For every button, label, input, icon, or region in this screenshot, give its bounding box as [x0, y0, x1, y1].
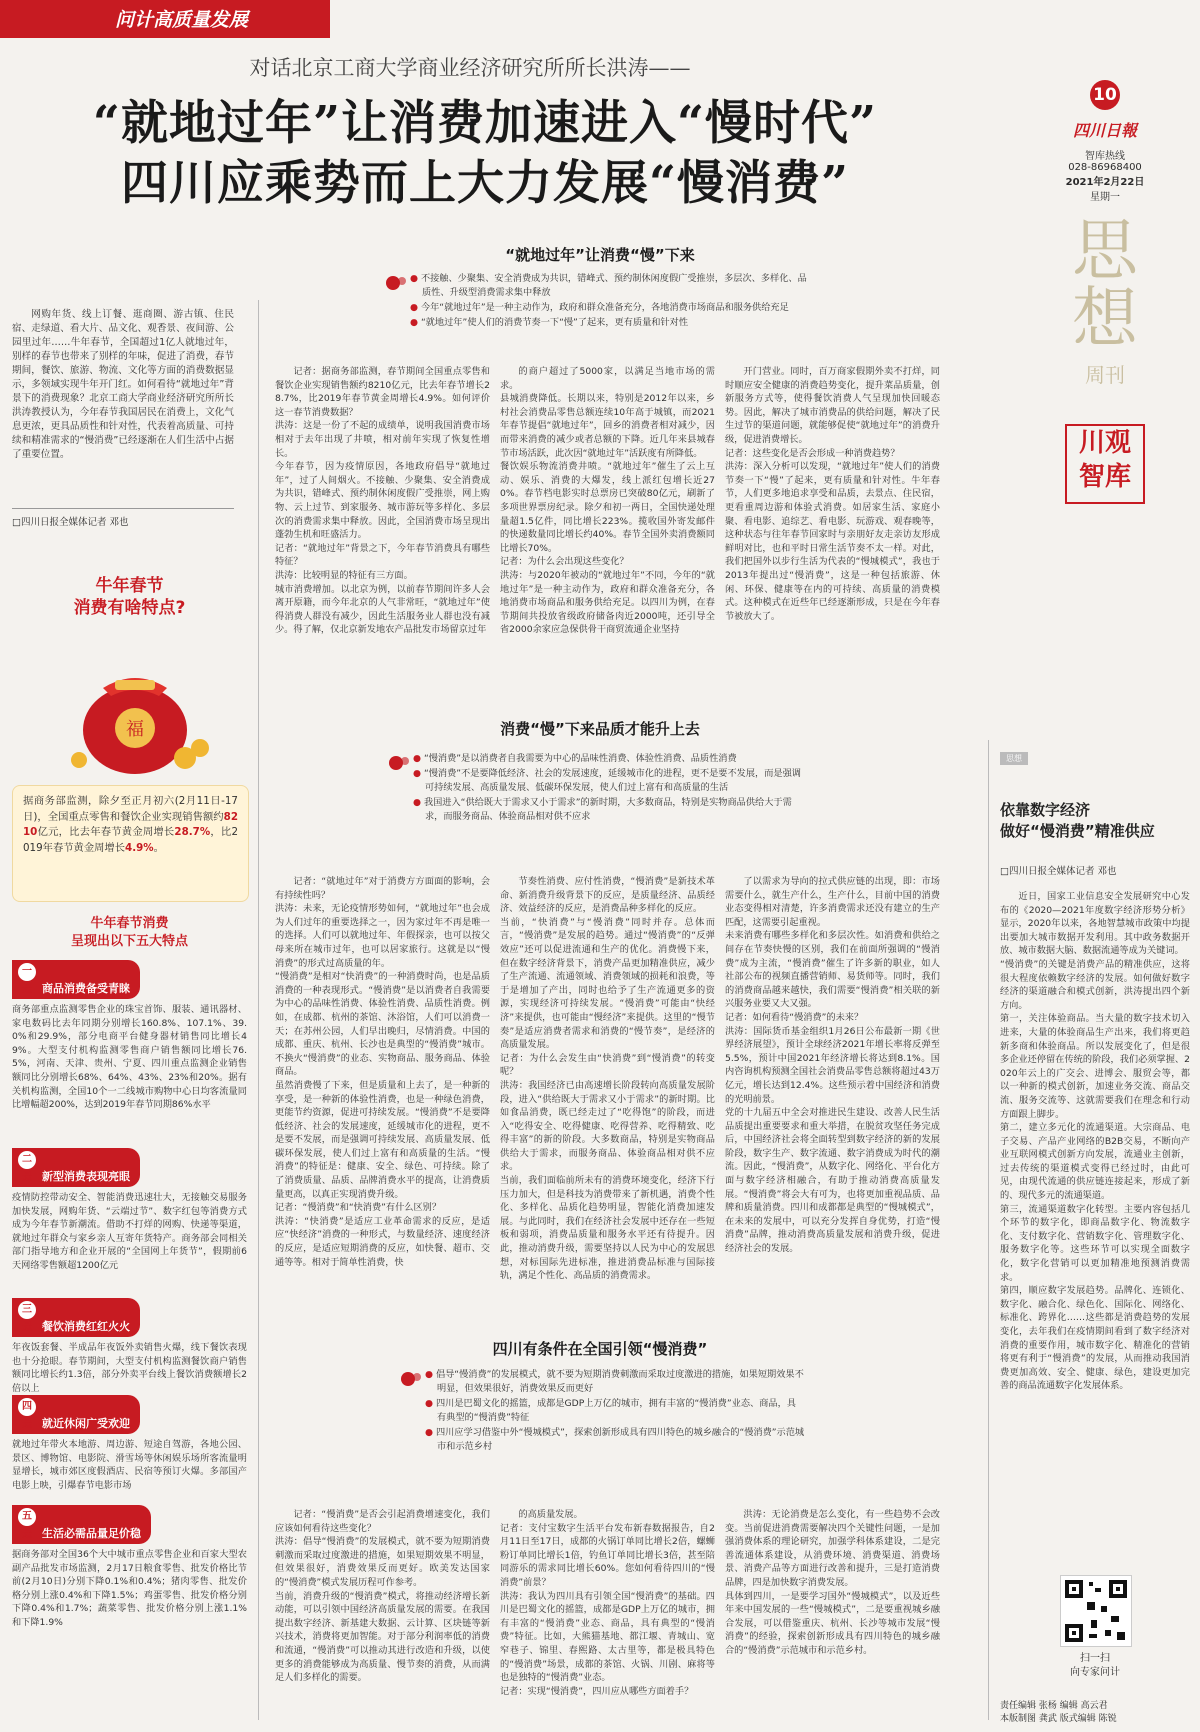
five-features-title [12, 915, 247, 951]
feature-num-5: 五是 [18, 1508, 36, 1526]
section-3-bullet: ● 四川是巴蜀文化的摇篮，成都是GDP上万亿的城市，拥有丰富的“慢消费”业态、商品，具有典型的“慢消费”特征 [425, 1397, 805, 1425]
section-2-bullets [413, 752, 803, 825]
feature-tag-4 [12, 1395, 140, 1434]
section-2-col-3-text: 了以需求为导向的拉式供应链的出现，即：市场需要什么，就生产什么，生产什么，目前中国的消费业态变得相对清楚，许多消费需求还没有建立的生产匹配，这需要引起重视。 未来消费有哪些多样化和多层次性。如消费和供给之间存在节奏快慢的区别，我们在前面所强调的“慢消费”成为主流，“慢消费”催生了许多新的职业，如人社部公布的视频直播营销师、易货师等。同时，我们的消费商品越来越快，我们需要“慢消费”相关联的新兴服务业要又大又强。 记者：如何看待“慢消费”的未来？ 洪涛：国际货币基金组织1月26日公布最新一期《世界经济展望》，预计全球经济2021年增长率将反弹至5.5%，预计中国2021年经济增长将达到8.1%。国内咨询机构预测全国社会消费品零售总额将超过43万亿元，增长达到12.4%。这些预示着中国经济和消费的光明前景。 党的十九届五中全会对推进民生建设、改善人民生活品质提出重要要求和重大举措，在脱贫攻坚任务完成后，中国经济社会将全面转型到数字经济的新的发展阶段，数字生产、数字流通、数字消费成为时代的潮流。因此，“慢消费”，从数字化、网络化、平台化方面与数字经济相融合，有助于推动消费高质量发展。“慢消费”将会大有可为，也将更加重视品质、品牌和质量消费。四川和成都都是典型的“慢城模式”，在未来的发展中，可以充分发挥自身优势，打造“慢消费”品牌，推动消费高质量发展和消费升级，促进经济社会的发展。 [725, 876, 940, 1255]
feature-tag-1 [12, 960, 140, 999]
column-badge-line-1: 川观 [1078, 428, 1131, 458]
right-article-byline: □四川日报全媒体记者 邓也 [1000, 866, 1117, 877]
section-1-col-1-text: 记者：据商务部监测，春节期间全国重点零售和餐饮企业实现销售额约8210亿元，比去年春节增长28.7%，比2019年春节黄金周增长4.9%。如何评价这一春节消费数据？ 洪涛：这是一份了不起的成绩单，说明我国消费市场相对于去年出现了井喷，相对前年实现了恢复性增长。 今年春节，因为疫情原因，各地政府倡导“就地过年”，过了人间烟火。不接触、少聚集、安全消费成为共识，错峰式、预约制休闲度假广受推崇，网上购物、云上过节、到家服务、城市游玩等多样化、多层次的消费需求集中释放。因此，全国消费市场呈现出蓬勃生机和旺盛活力。 记者：“就地过年”背景之下，今年春节消费具有哪些特征？ 洪涛：比较明显的特征有三方面。 城市消费增加。以北京为例，以前春节期间许多人会离开原籍，而今年北京的人气非常旺，“就地过年”使得消费人群没有减少，因此生活服务业人群也没有减少。得了解，仅北京新发地农产品批发市场留京过年 [275, 366, 490, 636]
section-1-col-3-text: 开门营业。同时，百万商家假期外卖不打烊，同时顺应安全健康的消费趋势变化，提升菜品质量，创新服务方式等，使得餐饮消费人气呈现加快回暖态势。因此，解决了城市消费品的供给问题，解决了民生过节的渠道问题，就能够促使“就地过年”的消费升级，促进消费增长。 记者：这些变化是否会形成一种消费趋势？ 洪涛：深入分析可以发现，“就地过年”使人们的消费节奏一下“慢”了起来，更有质量和针对性。牛年春节，人们更多地追求享受和品质，去景点、住民宿，更看重周边游和体验式消费。如居家生活、家庭小聚、看电影、追综艺、看电影、玩游戏、观春晚等，这种状态与往年春节回家时与亲朋好友走亲访友形成鲜明对比，也和平时日常生活节奏不太一样。对此，我们把国外以步行生活为代表的“慢城模式”，我也于2013年提出过“慢消费”，这是一种包括旅游、休闲、环保、健康等在内的可持续、高质量的消费模式。这种模式在近些年已经逐渐形成，只是在今年春节被放大了。 [725, 366, 940, 622]
section-1-column-2 [500, 365, 715, 670]
weekly-char-1: 思 [1072, 212, 1138, 289]
section-3-column-1 [275, 1508, 490, 1726]
feature-text-4: 就地过年带火本地游、周边游、短途自驾游，各地公园、景区、博物馆、电影院、滑雪场等休闲娱乐场所客流量明显增长，城市郊区度假酒店、民宿等预订火爆。多部国产电影上映，引爆春节电影市场 [12, 1439, 247, 1491]
feature-num-1: 一是 [18, 963, 36, 981]
feature-item-1 [12, 960, 247, 1112]
intro-rule [12, 508, 234, 509]
sidebar-title-line-1: 牛年春节 [95, 576, 164, 596]
section-3-col-3-text: 洪涛：无论消费是怎么变化，有一些趋势不会改变。当前促进消费需要解决四个关键性问题，一是加强消费体系的理论研究，加强学科体系建设，二是完善流通体系建设，从消费环境、消费渠道、消费场景、消费产品等方面进行改善和提升，三是打造消费品牌，四是加快数字消费发展。 具体到四川，一是要学习国外“慢城模式”，以及近些年来中国发展的一些“慢城模式”，二是要重视城乡融合发展，可以借鉴重庆、杭州、长沙等城市发展“慢消费”的经验，探索创新形成具有四川特色的城乡融合的“慢消费”示范城市和示范乡村。 [725, 1509, 940, 1656]
section-2-quote-icon [388, 752, 410, 774]
column-badge [1065, 424, 1145, 504]
section-3-col-2-text: 的高质量发展。 记者：支付宝数字生活平台发布新春数据报告，自2月11日至17日，成都的火锅订单同比增长2倍，螺蛳粉订单同比增长1倍，钓鱼订单同比增长3倍，甚至陪同游乐的需求同比增长60%。您如何看待四川的“慢消费”前景？ 洪涛：我认为四川具有引领全国“慢消费”的基础。四川是巴蜀文化的摇篮，成都是GDP上万亿的城市，拥有丰富的“慢消费”业态、商品，具有典型的“慢消费”特征。比如，大熊猫基地、都江堰、青城山、宽窄巷子、锦里、春熙路、太古里等，都是极具特色的“慢消费”场景，成都的茶馆、火锅、川剧、麻将等也是独特的“慢消费”业态。 记者：实现“慢消费”，四川应从哪些方面着手？ [500, 1509, 715, 1697]
credits-line-2: 本版制图 龚武 版式编辑 陈锐 [1000, 1714, 1117, 1724]
feature-text-3: 年夜饭套餐、半成品年夜饭外卖销售火爆，线下餐饮表现也十分抢眼。春节期间，大型支付机构监测餐饮商户销售额同比增长约1.3倍，部分外卖平台线上餐饮消费额增长2倍以上 [12, 1342, 247, 1394]
feature-num-4: 四是 [18, 1398, 36, 1416]
section-2-col-1-text: 记者：“就地过年”对于消费方方面面的影响，会有持续性吗？ 洪涛：未来，无论疫情形势如何，“就地过年”也会成为人们过年的重要选择之一，因为家过年不再是唯一的选择。人们可以就地过年、年假探亲，也可以按父母来所在城市过年，也可以居家旅行。这就是以“慢消费”的形式过高质量的年。 “慢消费”是相对“快消费”的一种消费时尚，也是品质消费的一种表现形式。“慢消费”是以消费者自我需要为中心的品味性消费、体验性消费、品质性消费。例如，在成都、杭州的茶馆、沐浴馆，人们可以消费一天；在苏州公园，人们早出晚归，尽情消费。中国的成都、重庆、杭州、长沙也是典型的“慢消费”城市。不换火“慢消费”的业态、实物商品、服务商品、体验商品。 虽然消费慢了下来，但是质量和上去了，是一种新的享受，是一种新的体验性消费，也是一种绿色消费，更能节约资源，促进可持续发展。“慢消费”不是要降低经济、社会的发展速度，延缓城市化的进程，更不是要不发展，而是强调可持续发展、高质量发展、低碳环保发展，使人们过上富有和高质量的生活。“慢消费”的特征是：健康、安全、绿色、可持续。除了了消费质量、品质、品牌消费水平的提高，让消费质量更高，以真正实现消费升级。 记者：“慢消费”和“快消费”有什么区别？ 洪涛：“快消费”是适应工业革命需求的反应，是适应“快经济”消费的一种形式，与数量经济、速度经济的反应，是适应短期消费的反应，如快餐、超市、交通等等。相对于简单性消费，快 [275, 876, 490, 1268]
qr-caption-line-1: 扫一扫 [1080, 1653, 1110, 1664]
qr-caption [1040, 1652, 1150, 1680]
headline-line-1: “就地过年”让消费加速进入“慢时代” [92, 96, 878, 151]
weekly-label: 周刊 [1085, 363, 1125, 387]
section-1-column-1 [275, 365, 490, 670]
sidebar-stats-text: 据商务部监测，除夕至正月初六(2月11日-17日)，全国重点零售和餐饮企业实现销售额约8210亿元，比去年春节黄金周增长28.7%，比2019年春节黄金周增长4.9%。 [23, 795, 238, 854]
intro-text [12, 308, 234, 464]
section-2-column-2 [500, 875, 715, 1315]
section-3-quote-icon [400, 1368, 422, 1390]
section-3-bullet: ● 四川应学习借鉴中外“慢城模式”，探索创新形成具有四川特色的城乡融合的“慢消费”示范城市和示范乡村 [425, 1426, 805, 1454]
intro-byline: □四川日报全媒体记者 邓也 [12, 517, 129, 528]
section-1-bullet: ● “就地过年”使人们的消费节奏一下“慢”了起来，更有质量和针对性 [410, 316, 810, 330]
five-features-title-line-2: 呈现出以下五大特点 [70, 934, 188, 949]
feature-item-2 [12, 1148, 247, 1273]
lucky-bag-illustration [55, 630, 215, 780]
hotline-label: 智库热线 [1085, 151, 1125, 162]
headline-line-2: 四川应乘势而上大力发展“慢消费” [120, 156, 850, 211]
right-article-title-line-2: 做好“慢消费”精准供应 [1000, 822, 1155, 840]
section-1-bullet: ● 今年“就地过年”是一种主动作为，政府和群众准备充分，各地消费市场商品和服务供给充足 [410, 301, 810, 315]
section-2-column-3 [725, 875, 940, 1315]
section-1-title: “就地过年”让消费“慢”下来 [505, 246, 695, 264]
masthead [1030, 80, 1180, 504]
section-2-bullet: ● “慢消费”不是要降低经济、社会的发展速度，延缓城市化的进程，更不是要不发展，而是强调可持续发展、高质量发展、低碳环保发展，使人们过上富有和高质量的生活 [413, 767, 803, 795]
section-3-column-3 [725, 1508, 940, 1726]
left-column-separator [258, 300, 259, 1720]
feature-label-1: 商品消费备受青睐 [42, 982, 130, 995]
feature-tag-3 [12, 1298, 140, 1337]
qr-code[interactable] [1060, 1575, 1132, 1647]
section-3-col-1-text: 记者：“慢消费”是否会引起消费增速变化，我们应该如何看待这些变化？ 洪涛：倡导“慢消费”的发展模式，就不要为短期消费刺激而采取过度激进的措施，如果短期效果不明显，但效果很好，消费效果反而更好。欧美发达国家的“慢消费”模式发展历程可作参考。 当前，消费升级的“慢消费”模式，将推动经济增长新动能，可以引领中国经济高质量发展的需要。在我国提出数字经济、新基建大数据、云计算、区块链等新兴技术，消费将更加智能。对于部分利润率低的消费和流通，“慢消费”可以推动其进行改造和升级，以使更多的消费能够成为高质量、慢节奏的消费，从而满足人们多样化的需要。 [275, 1509, 490, 1684]
feature-tag-2 [12, 1148, 140, 1187]
right-column-separator [988, 740, 989, 1720]
sidebar-title-line-2: 消费有啥特点? [73, 598, 186, 618]
feature-item-5 [12, 1505, 247, 1630]
section-1-quote-icon [385, 272, 407, 294]
intro-paragraph: 网购年货、线上订餐、逛商圈、游古镇、住民宿、走绿道、看大片、品文化、观香景、夜间游、公园里过年……牛年春节，全国超过1亿人就地过年，别样的春节也带来了别样的年味，促进了消费，春节期间，餐饮、旅游、物流、文化等方面的消费数据显示，多领域实现牛年开门红。如何看待“就地过年”背景下的消费现象？北京工商大学商业经济研究所所长洪涛教授认为，今年春节我国居民在消费上，文化气息更浓，更具品质性和针对性，代表着高质量、可持续和精准需求的“慢消费”已经逐渐在人们生活中占据了重要位置。 [12, 309, 234, 460]
kicker: 对话北京工商大学商业经济研究所所长洪涛—— [249, 56, 691, 80]
five-features-title-line-1: 牛年春节消费 [90, 916, 169, 931]
credits [1000, 1700, 1195, 1726]
section-1-bullets [410, 272, 810, 331]
feature-tag-5 [12, 1505, 151, 1544]
sidebar-stats-box [12, 785, 249, 902]
issue-date: 2021年2月22日 [1065, 177, 1145, 188]
feature-label-4: 就近休闲广受欢迎 [42, 1417, 130, 1430]
feature-item-3 [12, 1298, 247, 1395]
qr-caption-line-2: 向专家问计 [1070, 1667, 1120, 1678]
section-1-column-3 [725, 365, 940, 670]
issue-weekday: 星期一 [1090, 192, 1120, 203]
weekly-char-2: 想 [1072, 280, 1138, 357]
credits-line-1: 责任编辑 张杨 编辑 高云君 [1000, 1701, 1108, 1711]
page-number-badge: 10 [1090, 80, 1120, 110]
section-2-col-2-text: 节奏性消费、应付性消费，“慢消费”是新技术革命、新消费升级背景下的反应，是质量经济、品质经济、效益经济的反应，是消费品种多样化的反应。 当前，“快消费”与“慢消费”同时并存。总体而言，“慢消费”是发展的趋势。通过“慢消费”的“反弹效应”还可以促进流通和生产的优化。消费慢下来，但在数字经济背景下，消费产品更加精准供应，减少了生产流通、流通领域、消费领域的损耗和浪费，等于是增加了产出，同时也给予了生产流通更多的资源，实现经济可持续发展。“慢消费”可能由“快经济”来提供，也可能由“慢经济”来提供。这里的“慢节奏”是适应消费者需求和消费的“慢节奏”，是经济的高质量发展。 记者：为什么会发生由“快消费”到“慢消费”的转变呢？ 洪涛：我国经济已由高速增长阶段转向高质量发展阶段，进入“供给既大于需求又小于需求”的新时期。比如食品消费，既已经走过了“吃得饱”的阶段，而进入“吃得安全、吃得健康、吃得营养、吃得精致、吃得丰富”的新的阶段。大多数商品，特别是实物商品供给大于需求，而服务商品、体验商品相对供不应求。 当前，我们面临前所未有的消费环境变化，经济下行压力加大，但是科技为消费带来了新机遇，消费个性化、多样化、品质化趋势明显，智能化消费加速发展。与此同时，我们在经济社会发展中还存在一些短板和弱项，消费品质量和服务水平还有待提升。因此，推动消费升级，需要坚持以人民为中心的发展思想，对标国际先进标准，推进消费品标准与国际接轨，满足个性化、高品质的消费需求。 [500, 876, 715, 1282]
feature-label-5: 生活必需品量足价稳 [42, 1527, 141, 1540]
feature-label-3: 餐饮消费红红火火 [42, 1320, 130, 1333]
column-badge-line-2: 智库 [1078, 462, 1131, 492]
feature-label-2: 新型消费表现亮眼 [42, 1170, 130, 1183]
section-2-bullet: ● 我国进入“供给既大于需求又小于需求”的新时期，大多数商品，特别是实物商品供给大于需求，而服务商品、体验商品相对供不应求 [413, 796, 803, 824]
feature-text-1: 商务部重点监测零售企业的珠宝首饰、服装、通讯器材、家电数码比去年同期分别增长160.8%、107.1%、39.0%和29.9%，部分电商平台健身器材销售同比增长49%。大型支付机构监测零售商户销售额同比增长76.5%，河南、天津、贵州、宁夏、四川重点监测企业销售额同比分别增长68%、64%、43%、23%和20%。据有关机构监测，全国10个一二线城市购物中心日均客流量同比增幅超200%，达到2019年春节同期86%水平 [12, 1004, 247, 1111]
section-3-bullets [425, 1368, 805, 1455]
section-1-bullet: ● 不接触、少聚集、安全消费成为共识，错峰式、预约制休闲度假广受推崇，多层次、多样化、品质性、升级型消费需求集中释放 [410, 272, 810, 300]
feature-num-2: 二是 [18, 1151, 36, 1169]
right-article-title-line-1: 依靠数字经济 [1000, 801, 1091, 819]
section-2-column-1 [275, 875, 490, 1315]
section-3-bullet: ● 倡导“慢消费”的发展模式，就不要为短期消费刺激而采取过度激进的措施，如果短期效果不明显，但效果很好，消费效果反而更好 [425, 1368, 805, 1396]
sidebar-title [12, 575, 247, 619]
section-3-title: 四川有条件在全国引领“慢消费” [492, 1340, 708, 1358]
section-2-bullet: ● “慢消费”是以消费者自我需要为中心的品味性消费、体验性消费、品质性消费 [413, 752, 803, 766]
svg-text:福: 福 [126, 719, 144, 740]
section-3-column-2 [500, 1508, 715, 1726]
right-article-title [1000, 800, 1190, 842]
right-article-body-text: 近日，国家工业信息安全发展研究中心发布的《2020—2021年度数字经济形势分析》显示，2020年以来，各地智慧城市政策中均提出要加大城市数据开发利用。其中政务数据开放、城市数据大脑、数据流通等成为关键词。 “慢消费”的关键是消费产品的精准供应，这将很大程度依赖数字经济的发展。如何做好数字经济的渠道融合和模式创新，洪涛提出四个新方向。 第一，关注体验商品。当大量的数字技术切入进来，大量的体验商品生产出来，我们将更趋新多商和体验商品。所以发展变化了，但是很多企业还停留在传统的阶段，我们必须掌握、2020年云上的广交会、进博会、服贸会等，都以一种新的模式创新，加速业务交流、商品交流、服务交流等、这就需要我们在理念和行动方面跟上脚步。 第二，建立多元化的流通渠道。大宗商品、电子交易、产品产业网络的B2B交易，不断向产业互联网模式创新方向发展，流通业主创新，过去传统的渠道模式变得已经过时，由此可见，由现代流通的供应链连接起来，形成了新的、现代多元的流通渠道。 第三，流通渠道数字化转型。主要内容包括几个环节的数字化，即商品数字化、物流数字化、支付数字化、营销数字化、管理数字化、服务数字化等。这些环节可以实现全面数字化，数字化营销可以更加精准地预测消费需求。 第四，顺应数字发展趋势。品牌化、连锁化、数字化、融合化、绿色化、国际化、网络化、标准化、跨界化……这些都是消费趋势的发展变化，去年我们在疫情期间看到了数字经济对消费的重要作用，城市数字化、精准化的营销将更有利于“慢消费”的发展，从而推动我国消费更加高效、安全、健康、绿色，建设更加完善的商品流通数字化发展体系。 [1000, 891, 1190, 1392]
feature-item-4 [12, 1395, 247, 1492]
section-tag-label: 问计高质量发展 [115, 9, 249, 31]
section-1-col-2-text: 的商户超过了5000家，以满足当地市场的需求。 县城消费降低。长期以来，特别是2012年以来，乡村社会消费品零售总额连续10年高于城镇，而2021年春节提倡“就地过年”，回乡的消费者相对减少，因而带来消费的减少或者总额的下降。近几年来县城春节市场活跃，此次因“就地过年”活跃度有所降低。 餐饮娱乐物流消费井喷。“就地过年”催生了云上互动、娱乐、消费的大爆发，线上派红包增长近270%。春节档电影实时总票房已突破80亿元，刷新了多项世界票房纪录。除夕和初一两日，全国快递处理量超1.5亿件，同比增长223%。揽收国外寄发邮件的快递数量同比增长约40%。春节全国外卖消费额同比增长70%。 记者：为什么会出现这些变化？ 洪涛：与2020年被动的“就地过年”不同，今年的“就地过年”是一种主动作为，政府和群众准备充分，各地消费市场商品和服务供给充足。以四川为例，在春节期间共投放省级政府储备肉近2000吨，还引导全省2000余家应急保供骨干商贸流通企业坚持 [500, 366, 715, 636]
right-article-body [1000, 890, 1190, 1516]
feature-text-2: 疫情防控带动安全、智能消费迅速壮大，无接触交易服务加快发展，网购年货、“云端过节”、数字红包等消费方式成为今年春节新潮流。借助不打烊的网购、快递等渠道，就地过年群众与家乡亲人互寄年货特产。商务部会同相关部门指导地方和企业开展的“全国网上年货节”，假期前6天网络零售额超1200亿元 [12, 1192, 247, 1271]
paper-logo: 四川日報 [1072, 121, 1137, 140]
feature-num-3: 三是 [18, 1301, 36, 1319]
section-2-title: 消费“慢”下来品质才能升上去 [500, 720, 700, 738]
section-tag [0, 0, 330, 38]
hotline-number: 028-86968400 [1068, 162, 1142, 173]
feature-text-5: 据商务部对全国36个大中城市重点零售企业和百家大型农副产品批发市场监测，2月17日粮食零售、批发价格比节前(2月10日)分别下降0.1%和0.4%；猪肉零售、批发价格分别上涨0.4%和下降1.5%；鸡蛋零售、批发价格分别下降0.4%和1.7%；蔬菜零售、批发价格分别上涨1.1%和下降1.9% [12, 1549, 247, 1628]
right-article-tag: 思想 [1000, 752, 1028, 765]
